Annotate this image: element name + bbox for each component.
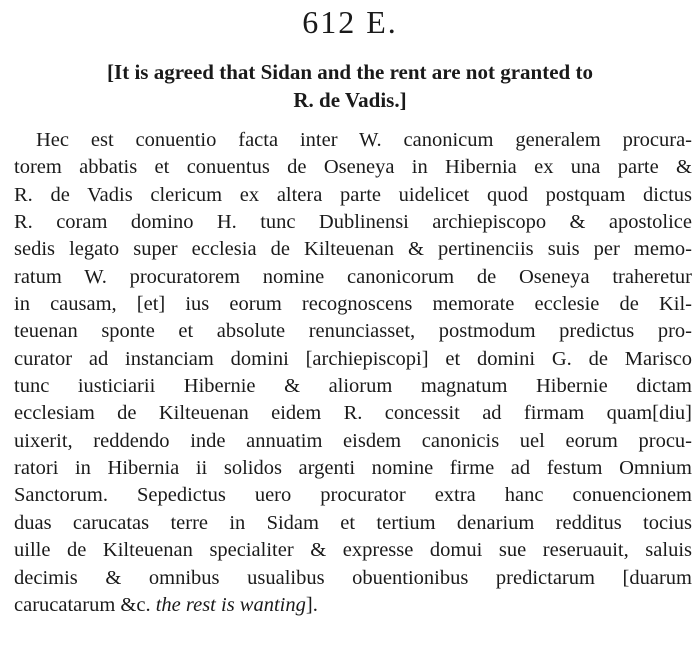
body-line: R. coram domino H. tunc Dublinensi archiepiscopo & apostolice bbox=[14, 211, 692, 234]
body-line: decimis & omnibus usualibus obuentionibus predictarum [duarum bbox=[14, 566, 692, 589]
body-line: sedis legato super ecclesia de Kilteuenan & pertinenciis suis per memo- bbox=[14, 238, 692, 261]
body-line: Sanctorum. Sepedictus uero procurator extra hanc conuencionem bbox=[14, 484, 692, 507]
body-line: in causam, [et] ius eorum recognoscens memorate ecclesie de Kil- bbox=[14, 293, 692, 316]
document-number: 612 E. bbox=[302, 4, 398, 40]
body-line: ecclesiam de Kilteuenan eidem R. concessit ad firmam quam[diu] bbox=[14, 402, 692, 425]
body-line: uixerit, reddendo inde annuatim eisdem canonicis uel eorum procu- bbox=[14, 429, 692, 452]
heading-line: R. de Vadis.] bbox=[293, 88, 407, 112]
body-last-line bbox=[14, 592, 692, 619]
body-line: R. de Vadis clericum ex altera parte uidelicet quod postquam dictus bbox=[14, 183, 692, 206]
body-line: curator ad instanciam domini [archiepiscopi] et domini G. de Marisco bbox=[14, 347, 692, 370]
editorial-note: the rest is wanting bbox=[155, 593, 306, 616]
document-heading bbox=[0, 58, 700, 114]
body-line: torem abbatis et conuentus de Oseneya in Hibernia ex una parte & bbox=[14, 156, 692, 179]
last-line-suffix: ]. bbox=[305, 593, 318, 616]
body-line: duas carucatas terre in Sidam et tertium denarium redditus tocius bbox=[14, 511, 692, 534]
heading-line: [It is agreed that Sidan and the rent are not granted to bbox=[107, 60, 593, 84]
body-line: uille de Kilteuenan specialiter & expresse domui sue reseruauit, saluis bbox=[14, 539, 692, 562]
last-line-prefix: carucatarum &c. bbox=[14, 593, 156, 616]
body-line: ratum W. procuratorem nomine canonicorum de Oseneya traheretur bbox=[14, 265, 692, 288]
document-body bbox=[14, 127, 692, 619]
body-line: teuenan sponte et absolute renunciasset, postmodum predictus pro- bbox=[14, 320, 692, 343]
body-line: ratori in Hibernia ii solidos argenti nomine firme ad festum Omnium bbox=[14, 457, 692, 480]
body-line: Hec est conuentio facta inter W. canonicum generalem procura- bbox=[36, 129, 692, 151]
body-line: tunc iusticiarii Hibernie & aliorum magnatum Hibernie dictam bbox=[14, 375, 692, 398]
